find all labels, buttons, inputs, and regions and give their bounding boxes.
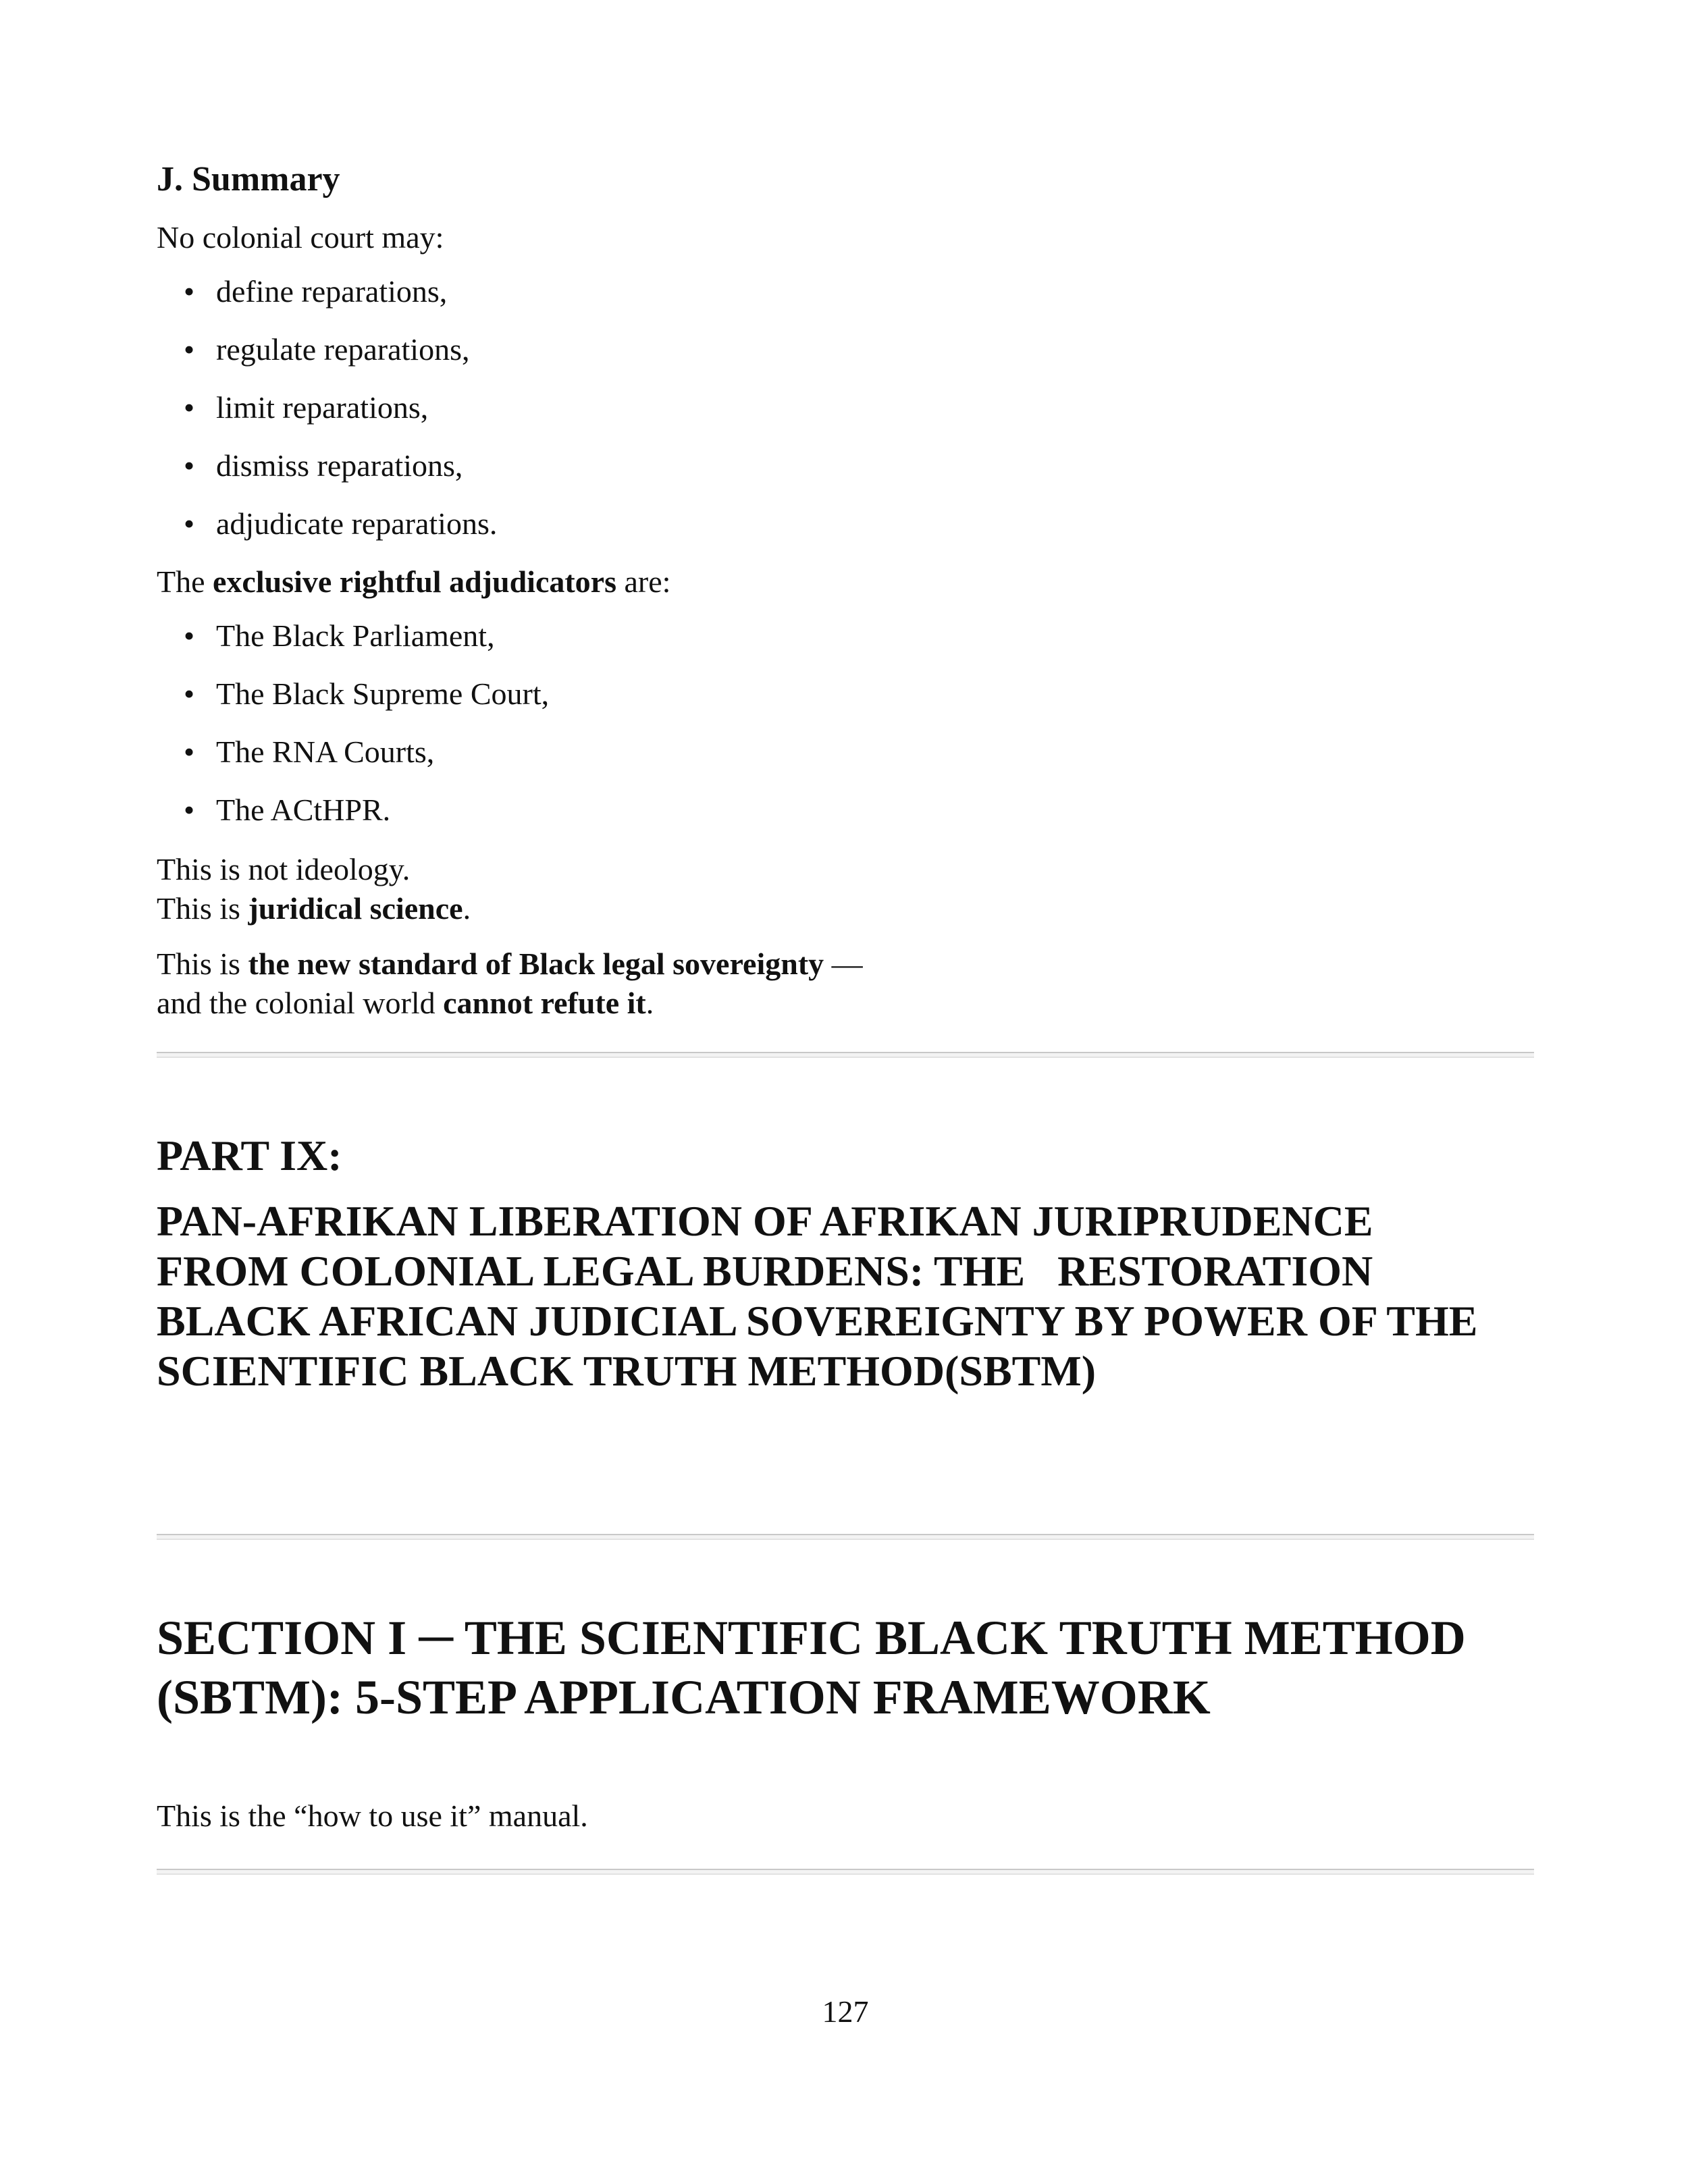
list-item: • The ACtHPR. [216,790,390,830]
adjudicators-emphasis: exclusive rightful adjudicators [213,564,616,599]
part-label: PART IX: [157,1131,342,1179]
line-cannot-refute: and the colonial world cannot refute it. [157,986,654,1020]
line-juridical-science: This is juridical science. [157,891,471,926]
list-item: • define reparations, [216,271,447,312]
bullet-icon: • [184,448,195,483]
adjudicators-intro: The exclusive rightful adjudicators are: [157,564,671,599]
page-number: 127 [822,1994,869,2029]
summary-heading: J. Summary [157,160,340,198]
list-item: • dismiss reparations, [216,446,463,486]
bullet-icon: • [184,332,195,367]
horizontal-rule [157,1052,1534,1058]
list-item: • adjudicate reparations. [216,504,497,544]
document-page [157,0,1534,2184]
horizontal-rule [157,1869,1534,1875]
list-item: • The RNA Courts, [216,732,434,772]
horizontal-rule [157,1534,1534,1540]
list-item: • limit reparations, [216,388,428,428]
section-intro: This is the “how to use it” manual. [157,1799,588,1833]
list-item: • The Black Parliament, [216,616,495,656]
bullet-icon: • [184,735,195,769]
section-title: SECTION I ─ THE SCIENTIFIC BLACK TRUTH METHOD (SBTM): 5-STEP APPLICATION FRAMEWORK [157,1611,1466,1724]
bullet-icon: • [184,676,195,711]
list-item: • The Black Supreme Court, [216,674,549,714]
bullet-icon: • [184,506,195,541]
part-title: PAN-AFRIKAN LIBERATION OF AFRIKAN JURIPRUDENCE FROM COLONIAL LEGAL BURDENS: THE RESTORATION BLACK AFRICAN JUDICIAL SOVEREIGNTY BY POWER OF THE SCIENTIFIC BLACK TRUTH METHOD(SBTM) [157,1197,1478,1395]
summary-intro: No colonial court may: [157,220,444,255]
list-item: • regulate reparations, [216,329,469,370]
bullet-icon: • [184,274,195,309]
line-new-standard: This is the new standard of Black legal sovereignty — [157,947,863,981]
line-not-ideology: This is not ideology. [157,852,411,886]
bullet-icon: • [184,793,195,827]
bullet-icon: • [184,618,195,653]
bullet-icon: • [184,390,195,425]
